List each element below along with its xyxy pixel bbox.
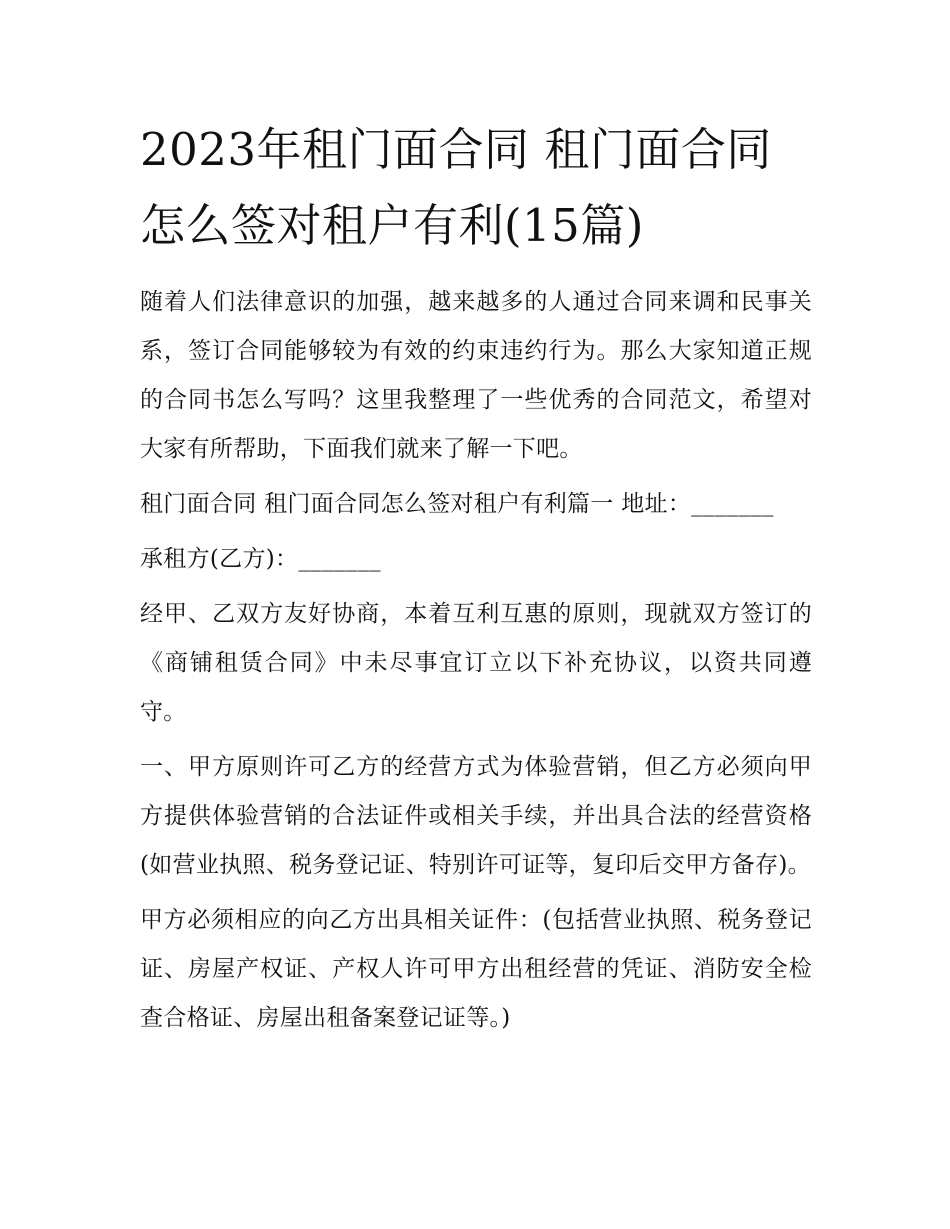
document-content	[140, 112, 812, 1049]
lessee-line: 承租方(乙方)：_______	[140, 546, 381, 572]
lessor-documents-clause: 甲方必须相应的向乙方出具相关证件：(包括营业执照、税务登记证、房屋产权证、产权人许可甲方出租经营的凭证、消防安全检查合格证、房屋出租备案登记证等。)	[140, 907, 812, 1031]
clause-one: 一、甲方原则许可乙方的经营方式为体验营销，但乙方必须向甲方提供体验营销的合法证件或相关手续，并出具合法的经营资格(如营业执照、税务登记证、特别许可证等，复印后交甲方备存)。	[140, 754, 812, 878]
agreement-preamble: 经甲、乙双方友好协商，本着互利互惠的原则，现就双方签订的《商铺租赁合同》中未尽事宜订立以下补充协议，以资共同遵守。	[140, 601, 812, 725]
intro-paragraph: 随着人们法律意识的加强，越来越多的人通过合同来调和民事关系，签订合同能够较为有效的约束违约行为。那么大家知道正规的合同书怎么写吗？这里我整理了一些优秀的合同范文，希望对大家有所帮助，下面我们就来了解一下吧。	[140, 289, 812, 462]
document-title: 2023年租门面合同 租门面合同怎么签对租户有利(15篇)	[140, 123, 772, 252]
contract-heading-address-line: 租门面合同 租门面合同怎么签对租户有利篇一 地址：_______	[140, 491, 774, 517]
